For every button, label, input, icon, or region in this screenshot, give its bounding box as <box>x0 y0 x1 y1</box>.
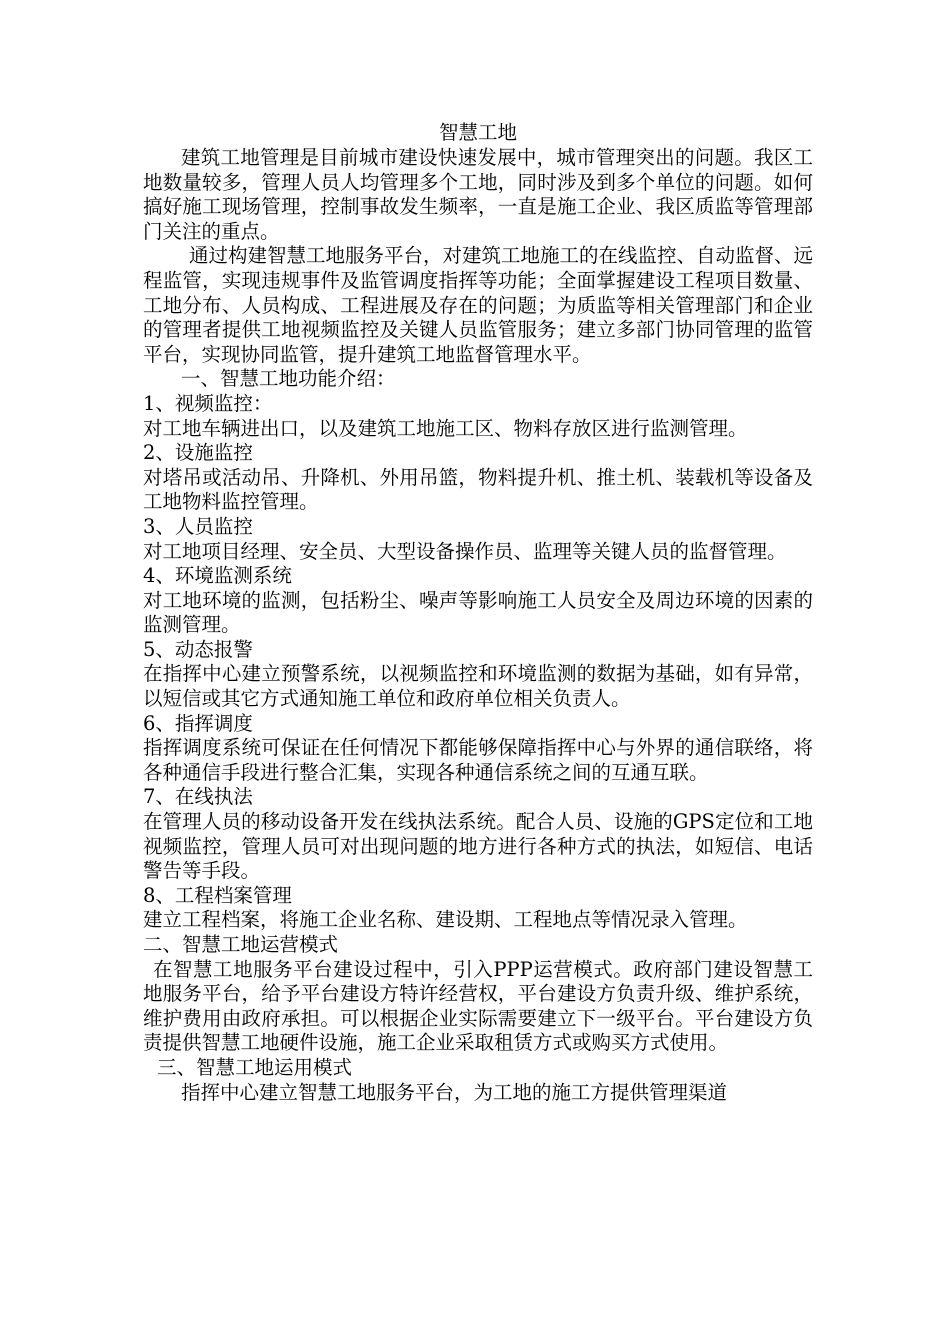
section-2-heading: 二、智慧工地运营模式 <box>143 933 339 956</box>
item-1-text: 对工地车辆进出口，以及建筑工地施工区、物料存放区进行监测管理。 <box>143 416 748 440</box>
section-3-text: 指挥中心建立智慧工地服务平台，为工地的施工方提供管理渠道 <box>181 1080 728 1104</box>
document-title: 智慧工地 <box>438 121 517 144</box>
item-5-text: 在指挥中心建立预警系统，以视频监控和环境监测的数据为基础，如有异常，以短信或其它方式通知施工单位和政府单位相关负责人。 <box>143 662 813 711</box>
item-7-title: 7、在线执法 <box>143 785 253 809</box>
document-page <box>143 120 813 1105</box>
item-3-text: 对工地项目经理、安全员、大型设备操作员、监理等关键人员的监督管理。 <box>143 539 787 563</box>
item-6-text: 指挥调度系统可保证在任何情况下都能够保障指挥中心与外界的通信联络，将各种通信手段进行整合汇集，实现各种通信系统之间的互通互联。 <box>143 736 813 784</box>
item-2-text: 对塔吊或活动吊、升降机、外用吊篮，物料提升机、推土机、装载机等设备及工地物料监控管理。 <box>143 465 813 514</box>
section-2-text: 在智慧工地服务平台建设过程中，引入PPP运营模式。政府部门建设智慧工地服务平台，给予平台建设方特许经营权，平台建设方负责升级、维护系统，维护费用由政府承担。可以根据企业实际需要建立下一级平台。平台建设方负责提供智慧工地硬件设施，施工企业采取租赁方式或购买方式使用。 <box>143 957 813 1055</box>
item-4-title: 4、环境监测系统 <box>143 564 292 588</box>
item-2-title: 2、设施监控 <box>143 441 253 465</box>
item-1-title: 1、视频监控： <box>143 391 273 415</box>
intro-paragraph-1: 建筑工地管理是目前城市建设快速发展中，城市管理突出的问题。我区工地数量较多，管理人员人均管理多个工地，同时涉及到多个单位的问题。如何搞好施工现场管理，控制事故发生频率，一直是施工企业、我区质监等管理部门关注的重点。 <box>143 146 813 243</box>
item-8-title: 8、工程档案管理 <box>143 883 292 907</box>
item-6-title: 6、指挥调度 <box>143 711 253 735</box>
item-3-title: 3、人员监控 <box>143 514 253 538</box>
section-1-heading: 一、智慧工地功能介绍： <box>181 367 396 391</box>
item-7-text: 在管理人员的移动设备开发在线执法系统。配合人员、设施的GPS定位和工地视频监控，管理人员可对出现问题的地方进行各种方式的执法，如短信、电话警告等手段。 <box>143 810 813 883</box>
intro-paragraph-2: 通过构建智慧工地服务平台，对建筑工地施工的在线监控、自动监督、远程监管，实现违规事件及监管调度指挥等功能；全面掌握建设工程项目数量、工地分布、人员构成、工程进展及存在的问题；为质监等相关管理部门和企业的管理者提供工地视频监控及关键人员监管服务；建立多部门协同管理的监管平台，实现协同监管，提升建筑工地监督管理水平。 <box>143 244 814 366</box>
item-4-text: 对工地环境的监测，包括粉尘、噪声等影响施工人员安全及周边环境的因素的监测管理。 <box>143 588 813 637</box>
section-3-heading: 三、智慧工地运用模式 <box>157 1055 353 1079</box>
item-5-title: 5、动态报警 <box>143 637 253 661</box>
item-8-text: 建立工程档案，将施工企业名称、建设期、工程地点等情况录入管理。 <box>143 908 748 932</box>
